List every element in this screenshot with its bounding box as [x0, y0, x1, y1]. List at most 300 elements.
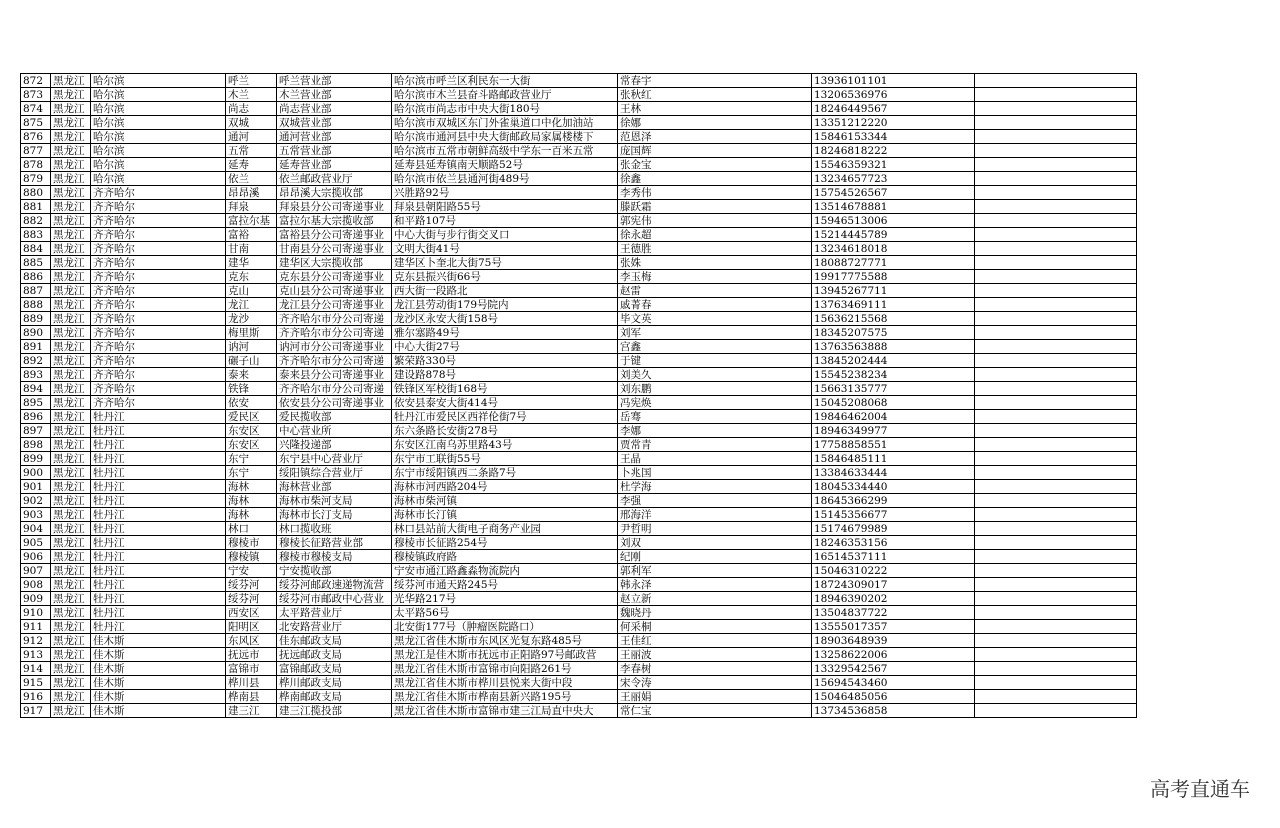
- province-cell: 黑龙江: [51, 228, 91, 242]
- row-number: 882: [21, 214, 51, 228]
- extra-cell: [975, 438, 1137, 452]
- extra-cell: [975, 102, 1137, 116]
- outlet-name-cell: 兴隆投递部: [277, 438, 392, 452]
- row-number: 873: [21, 88, 51, 102]
- row-number: 892: [21, 354, 51, 368]
- province-cell: 黑龙江: [51, 648, 91, 662]
- row-number: 875: [21, 116, 51, 130]
- city-cell: 齐齐哈尔: [91, 200, 226, 214]
- address-cell: 克东县振兴街66号: [392, 270, 618, 284]
- province-cell: 黑龙江: [51, 704, 91, 718]
- table-row: [21, 578, 1137, 592]
- district-cell: 甘南: [226, 242, 277, 256]
- extra-cell: [975, 508, 1137, 522]
- contact-name-cell: 王丽波: [618, 648, 812, 662]
- row-number: 895: [21, 396, 51, 410]
- province-cell: 黑龙江: [51, 508, 91, 522]
- province-cell: 黑龙江: [51, 676, 91, 690]
- outlet-name-cell: 东宁县中心营业厅: [277, 452, 392, 466]
- address-cell: 拜泉县朝阳路55号: [392, 200, 618, 214]
- contact-name-cell: 邢海洋: [618, 508, 812, 522]
- district-cell: 龙沙: [226, 312, 277, 326]
- contact-name-cell: 赵立新: [618, 592, 812, 606]
- district-cell: 碾子山: [226, 354, 277, 368]
- address-cell: 太平路56号: [392, 606, 618, 620]
- district-cell: 昂昂溪: [226, 186, 277, 200]
- outlet-name-cell: 太平路营业厅: [277, 606, 392, 620]
- table-row: [21, 144, 1137, 158]
- city-cell: 齐齐哈尔: [91, 214, 226, 228]
- phone-cell: 13384633444: [812, 466, 975, 480]
- district-cell: 尚志: [226, 102, 277, 116]
- district-cell: 抚远市: [226, 648, 277, 662]
- contact-name-cell: 王林: [618, 102, 812, 116]
- row-number: 905: [21, 536, 51, 550]
- outlet-name-cell: 克东县分公司寄递事业: [277, 270, 392, 284]
- outlet-name-cell: 通河营业部: [277, 130, 392, 144]
- outlet-name-cell: 绥芬河邮政速递物流营: [277, 578, 392, 592]
- outlet-name-cell: 海林营业部: [277, 480, 392, 494]
- phone-cell: 18246449567: [812, 102, 975, 116]
- province-cell: 黑龙江: [51, 242, 91, 256]
- district-cell: 龙江: [226, 298, 277, 312]
- province-cell: 黑龙江: [51, 74, 91, 88]
- extra-cell: [975, 368, 1137, 382]
- contact-name-cell: 刘双: [618, 536, 812, 550]
- city-cell: 牡丹江: [91, 452, 226, 466]
- outlet-name-cell: 讷河市分公司寄递事业: [277, 340, 392, 354]
- province-cell: 黑龙江: [51, 480, 91, 494]
- extra-cell: [975, 228, 1137, 242]
- district-cell: 宁安: [226, 564, 277, 578]
- province-cell: 黑龙江: [51, 662, 91, 676]
- extra-cell: [975, 690, 1137, 704]
- table-row: [21, 298, 1137, 312]
- outlet-name-cell: 拜泉县分公司寄递事业: [277, 200, 392, 214]
- province-cell: 黑龙江: [51, 578, 91, 592]
- phone-cell: 17758858551: [812, 438, 975, 452]
- province-cell: 黑龙江: [51, 326, 91, 340]
- city-cell: 齐齐哈尔: [91, 242, 226, 256]
- row-number: 913: [21, 648, 51, 662]
- outlet-name-cell: 双城营业部: [277, 116, 392, 130]
- district-cell: 海林: [226, 494, 277, 508]
- district-cell: 西安区: [226, 606, 277, 620]
- phone-cell: 15636215568: [812, 312, 975, 326]
- address-cell: 黑龙江省佳木斯市富锦市向阳路261号: [392, 662, 618, 676]
- province-cell: 黑龙江: [51, 116, 91, 130]
- address-cell: 海林市河西路204号: [392, 480, 618, 494]
- phone-cell: 15754526567: [812, 186, 975, 200]
- province-cell: 黑龙江: [51, 690, 91, 704]
- contact-name-cell: 纪刚: [618, 550, 812, 564]
- table-row: [21, 508, 1137, 522]
- extra-cell: [975, 494, 1137, 508]
- phone-cell: 15946513006: [812, 214, 975, 228]
- contact-name-cell: 刘军: [618, 326, 812, 340]
- phone-cell: 18088727771: [812, 256, 975, 270]
- outlet-name-cell: 建华区大宗揽收部: [277, 256, 392, 270]
- row-number: 874: [21, 102, 51, 116]
- address-cell: 海林市长汀镇: [392, 508, 618, 522]
- phone-cell: 18246353156: [812, 536, 975, 550]
- contact-name-cell: 冯宪焕: [618, 396, 812, 410]
- table-row: [21, 186, 1137, 200]
- province-cell: 黑龙江: [51, 172, 91, 186]
- row-number: 894: [21, 382, 51, 396]
- table-row: [21, 438, 1137, 452]
- province-cell: 黑龙江: [51, 186, 91, 200]
- row-number: 891: [21, 340, 51, 354]
- district-cell: 泰来: [226, 368, 277, 382]
- contact-name-cell: 杜学海: [618, 480, 812, 494]
- contact-name-cell: 刘美久: [618, 368, 812, 382]
- district-cell: 东宁: [226, 466, 277, 480]
- district-cell: 林口: [226, 522, 277, 536]
- address-cell: 西大街一段路北: [392, 284, 618, 298]
- district-cell: 讷河: [226, 340, 277, 354]
- district-cell: 阳明区: [226, 620, 277, 634]
- city-cell: 齐齐哈尔: [91, 354, 226, 368]
- extra-cell: [975, 648, 1137, 662]
- phone-cell: 18903648939: [812, 634, 975, 648]
- district-cell: 东安区: [226, 438, 277, 452]
- address-cell: 和平路107号: [392, 214, 618, 228]
- province-cell: 黑龙江: [51, 158, 91, 172]
- city-cell: 哈尔滨: [91, 116, 226, 130]
- row-number: 908: [21, 578, 51, 592]
- address-cell: 黑龙江省佳木斯市桦南县新兴路195号: [392, 690, 618, 704]
- extra-cell: [975, 116, 1137, 130]
- table-row: [21, 522, 1137, 536]
- extra-cell: [975, 536, 1137, 550]
- outlet-name-cell: 龙江县分公司寄递事业: [277, 298, 392, 312]
- table-row: [21, 158, 1137, 172]
- extra-cell: [975, 704, 1137, 718]
- row-number: 916: [21, 690, 51, 704]
- province-cell: 黑龙江: [51, 592, 91, 606]
- row-number: 888: [21, 298, 51, 312]
- outlet-name-cell: 海林市长汀支局: [277, 508, 392, 522]
- extra-cell: [975, 578, 1137, 592]
- province-cell: 黑龙江: [51, 424, 91, 438]
- extra-cell: [975, 200, 1137, 214]
- contact-name-cell: 李娜: [618, 424, 812, 438]
- phone-cell: 13329542567: [812, 662, 975, 676]
- contact-name-cell: 范恩泽: [618, 130, 812, 144]
- address-cell: 北安街177号（肿瘤医院路口）: [392, 620, 618, 634]
- outlet-name-cell: 甘南县分公司寄递事业: [277, 242, 392, 256]
- extra-cell: [975, 88, 1137, 102]
- outlet-name-cell: 佳东邮政支局: [277, 634, 392, 648]
- table-row: [21, 690, 1137, 704]
- extra-cell: [975, 242, 1137, 256]
- province-cell: 黑龙江: [51, 368, 91, 382]
- address-cell: 东宁市绥阳镇西二条路7号: [392, 466, 618, 480]
- table-row: [21, 592, 1137, 606]
- row-number: 909: [21, 592, 51, 606]
- table-row: [21, 494, 1137, 508]
- row-number: 884: [21, 242, 51, 256]
- contact-name-cell: 王丽娟: [618, 690, 812, 704]
- city-cell: 齐齐哈尔: [91, 396, 226, 410]
- address-cell: 中心大街27号: [392, 340, 618, 354]
- contact-name-cell: 尹哲明: [618, 522, 812, 536]
- province-cell: 黑龙江: [51, 536, 91, 550]
- table-row: [21, 340, 1137, 354]
- row-number: 886: [21, 270, 51, 284]
- contact-name-cell: 王晶: [618, 452, 812, 466]
- address-cell: 哈尔滨市通河县中央大街邮政局家属楼楼下: [392, 130, 618, 144]
- extra-cell: [975, 466, 1137, 480]
- table-row: [21, 354, 1137, 368]
- city-cell: 哈尔滨: [91, 158, 226, 172]
- contact-name-cell: 韩永泽: [618, 578, 812, 592]
- province-cell: 黑龙江: [51, 256, 91, 270]
- table-row: [21, 620, 1137, 634]
- table-row: [21, 102, 1137, 116]
- outlet-name-cell: 中心营业所: [277, 424, 392, 438]
- address-cell: 穆棱市长征路254号: [392, 536, 618, 550]
- contact-name-cell: 李强: [618, 494, 812, 508]
- contact-name-cell: 宫鑫: [618, 340, 812, 354]
- table-row: [21, 396, 1137, 410]
- row-number: 885: [21, 256, 51, 270]
- city-cell: 牡丹江: [91, 578, 226, 592]
- city-cell: 牡丹江: [91, 592, 226, 606]
- phone-cell: 13763563888: [812, 340, 975, 354]
- phone-cell: 13763469111: [812, 298, 975, 312]
- city-cell: 牡丹江: [91, 438, 226, 452]
- outlet-name-cell: 爱民揽收部: [277, 410, 392, 424]
- address-cell: 中心大街与步行街交叉口: [392, 228, 618, 242]
- district-cell: 海林: [226, 508, 277, 522]
- contact-name-cell: 常春宇: [618, 74, 812, 88]
- district-cell: 爱民区: [226, 410, 277, 424]
- outlet-name-cell: 海林市柴河支局: [277, 494, 392, 508]
- district-cell: 木兰: [226, 88, 277, 102]
- row-number: 899: [21, 452, 51, 466]
- address-cell: 哈尔滨市五常市朝鲜高级中学东一百米五常: [392, 144, 618, 158]
- phone-cell: 18724309017: [812, 578, 975, 592]
- contact-name-cell: 毕文英: [618, 312, 812, 326]
- extra-cell: [975, 326, 1137, 340]
- district-cell: 依兰: [226, 172, 277, 186]
- address-cell: 林口县站前大街电子商务产业园: [392, 522, 618, 536]
- district-cell: 桦川县: [226, 676, 277, 690]
- outlet-name-cell: 桦南邮政支局: [277, 690, 392, 704]
- province-cell: 黑龙江: [51, 354, 91, 368]
- row-number: 898: [21, 438, 51, 452]
- row-number: 915: [21, 676, 51, 690]
- contact-name-cell: 魏晓丹: [618, 606, 812, 620]
- extra-cell: [975, 144, 1137, 158]
- phone-cell: 15045208068: [812, 396, 975, 410]
- address-cell: 建设路878号: [392, 368, 618, 382]
- city-cell: 牡丹江: [91, 466, 226, 480]
- outlet-name-cell: 克山县分公司寄递事业: [277, 284, 392, 298]
- outlet-name-cell: 林口揽收班: [277, 522, 392, 536]
- table-row: [21, 550, 1137, 564]
- district-cell: 东风区: [226, 634, 277, 648]
- table-row: [21, 242, 1137, 256]
- table-row: [21, 214, 1137, 228]
- row-number: 907: [21, 564, 51, 578]
- city-cell: 牡丹江: [91, 606, 226, 620]
- city-cell: 牡丹江: [91, 494, 226, 508]
- city-cell: 佳木斯: [91, 690, 226, 704]
- phone-cell: 13936101101: [812, 74, 975, 88]
- extra-cell: [975, 620, 1137, 634]
- district-cell: 克东: [226, 270, 277, 284]
- district-cell: 双城: [226, 116, 277, 130]
- outlet-name-cell: 齐齐哈尔市分公司寄递: [277, 312, 392, 326]
- extra-cell: [975, 214, 1137, 228]
- province-cell: 黑龙江: [51, 564, 91, 578]
- contact-name-cell: 宋令涛: [618, 676, 812, 690]
- address-cell: 牡丹江市爱民区西祥伦街7号: [392, 410, 618, 424]
- district-cell: 拜泉: [226, 200, 277, 214]
- extra-cell: [975, 354, 1137, 368]
- table-row: [21, 284, 1137, 298]
- province-cell: 黑龙江: [51, 522, 91, 536]
- extra-cell: [975, 284, 1137, 298]
- row-number: 890: [21, 326, 51, 340]
- phone-cell: 13734536858: [812, 704, 975, 718]
- phone-cell: 19917775588: [812, 270, 975, 284]
- contact-name-cell: 徐永超: [618, 228, 812, 242]
- table-row: [21, 634, 1137, 648]
- row-number: 878: [21, 158, 51, 172]
- province-cell: 黑龙江: [51, 102, 91, 116]
- table-row: [21, 326, 1137, 340]
- address-cell: 建华区卜奎北大街75号: [392, 256, 618, 270]
- extra-cell: [975, 424, 1137, 438]
- contact-name-cell: 卜兆国: [618, 466, 812, 480]
- outlet-name-cell: 木兰营业部: [277, 88, 392, 102]
- row-number: 902: [21, 494, 51, 508]
- extra-cell: [975, 662, 1137, 676]
- contact-name-cell: 徐鑫: [618, 172, 812, 186]
- outlet-name-cell: 富裕县分公司寄递事业: [277, 228, 392, 242]
- outlet-name-cell: 昂昂溪大宗揽收部: [277, 186, 392, 200]
- province-cell: 黑龙江: [51, 494, 91, 508]
- city-cell: 牡丹江: [91, 564, 226, 578]
- district-cell: 桦南县: [226, 690, 277, 704]
- phone-cell: 16514537111: [812, 550, 975, 564]
- contact-name-cell: 郭利军: [618, 564, 812, 578]
- outlet-name-cell: 北安路营业厅: [277, 620, 392, 634]
- outlet-name-cell: 延寿营业部: [277, 158, 392, 172]
- table-row: [21, 606, 1137, 620]
- city-cell: 哈尔滨: [91, 172, 226, 186]
- extra-cell: [975, 172, 1137, 186]
- contact-name-cell: 李玉梅: [618, 270, 812, 284]
- city-cell: 牡丹江: [91, 550, 226, 564]
- table-row: [21, 564, 1137, 578]
- outlet-name-cell: 穆棱市穆棱支局: [277, 550, 392, 564]
- extra-cell: [975, 298, 1137, 312]
- province-cell: 黑龙江: [51, 634, 91, 648]
- row-number: 877: [21, 144, 51, 158]
- address-cell: 黑龙江是佳木斯市抚远市正阳路97号邮政营: [392, 648, 618, 662]
- row-number: 897: [21, 424, 51, 438]
- city-cell: 牡丹江: [91, 424, 226, 438]
- phone-cell: 15174679989: [812, 522, 975, 536]
- phone-cell: 15846153344: [812, 130, 975, 144]
- table-row: [21, 116, 1137, 130]
- extra-cell: [975, 340, 1137, 354]
- address-cell: 绥芬河市通天路245号: [392, 578, 618, 592]
- city-cell: 佳木斯: [91, 634, 226, 648]
- address-cell: 东宁市工联街55号: [392, 452, 618, 466]
- phone-cell: 15663135777: [812, 382, 975, 396]
- address-cell: 黑龙江省佳木斯市桦川县悦来大街中段: [392, 676, 618, 690]
- extra-cell: [975, 452, 1137, 466]
- outlet-name-cell: 宁安揽收部: [277, 564, 392, 578]
- district-cell: 富裕: [226, 228, 277, 242]
- row-number: 893: [21, 368, 51, 382]
- phone-cell: 13206536976: [812, 88, 975, 102]
- contact-name-cell: 岳骞: [618, 410, 812, 424]
- outlet-name-cell: 桦川邮政支局: [277, 676, 392, 690]
- table-row: [21, 704, 1137, 718]
- extra-cell: [975, 634, 1137, 648]
- table-row: [21, 466, 1137, 480]
- extra-cell: [975, 522, 1137, 536]
- address-cell: 黑龙江省佳木斯市东风区光复东路485号: [392, 634, 618, 648]
- table-row: [21, 172, 1137, 186]
- contact-name-cell: 张姝: [618, 256, 812, 270]
- extra-cell: [975, 256, 1137, 270]
- phone-cell: 18246818222: [812, 144, 975, 158]
- city-cell: 佳木斯: [91, 676, 226, 690]
- outlet-name-cell: 齐齐哈尔市分公司寄递: [277, 354, 392, 368]
- city-cell: 牡丹江: [91, 508, 226, 522]
- address-cell: 哈尔滨市尚志市中央大街180号: [392, 102, 618, 116]
- row-number: 896: [21, 410, 51, 424]
- province-cell: 黑龙江: [51, 200, 91, 214]
- phone-cell: 13845202444: [812, 354, 975, 368]
- row-number: 880: [21, 186, 51, 200]
- province-cell: 黑龙江: [51, 298, 91, 312]
- district-cell: 五常: [226, 144, 277, 158]
- outlet-name-cell: 建三江揽投部: [277, 704, 392, 718]
- city-cell: 齐齐哈尔: [91, 284, 226, 298]
- province-cell: 黑龙江: [51, 340, 91, 354]
- outlet-name-cell: 抚远邮政支局: [277, 648, 392, 662]
- table-row: [21, 312, 1137, 326]
- city-cell: 齐齐哈尔: [91, 186, 226, 200]
- province-cell: 黑龙江: [51, 382, 91, 396]
- table-row: [21, 88, 1137, 102]
- phone-cell: 13258622006: [812, 648, 975, 662]
- phone-cell: 13514678881: [812, 200, 975, 214]
- row-number: 879: [21, 172, 51, 186]
- row-number: 883: [21, 228, 51, 242]
- row-number: 910: [21, 606, 51, 620]
- table-row: [21, 130, 1137, 144]
- outlet-name-cell: 富锦邮政支局: [277, 662, 392, 676]
- table-row: [21, 648, 1137, 662]
- outlet-name-cell: 依安县分公司寄递事业: [277, 396, 392, 410]
- city-cell: 齐齐哈尔: [91, 326, 226, 340]
- address-cell: 哈尔滨市木兰县奋斗路邮政营业厅: [392, 88, 618, 102]
- row-number: 876: [21, 130, 51, 144]
- contact-name-cell: 刘东鹏: [618, 382, 812, 396]
- city-cell: 牡丹江: [91, 536, 226, 550]
- district-cell: 富锦市: [226, 662, 277, 676]
